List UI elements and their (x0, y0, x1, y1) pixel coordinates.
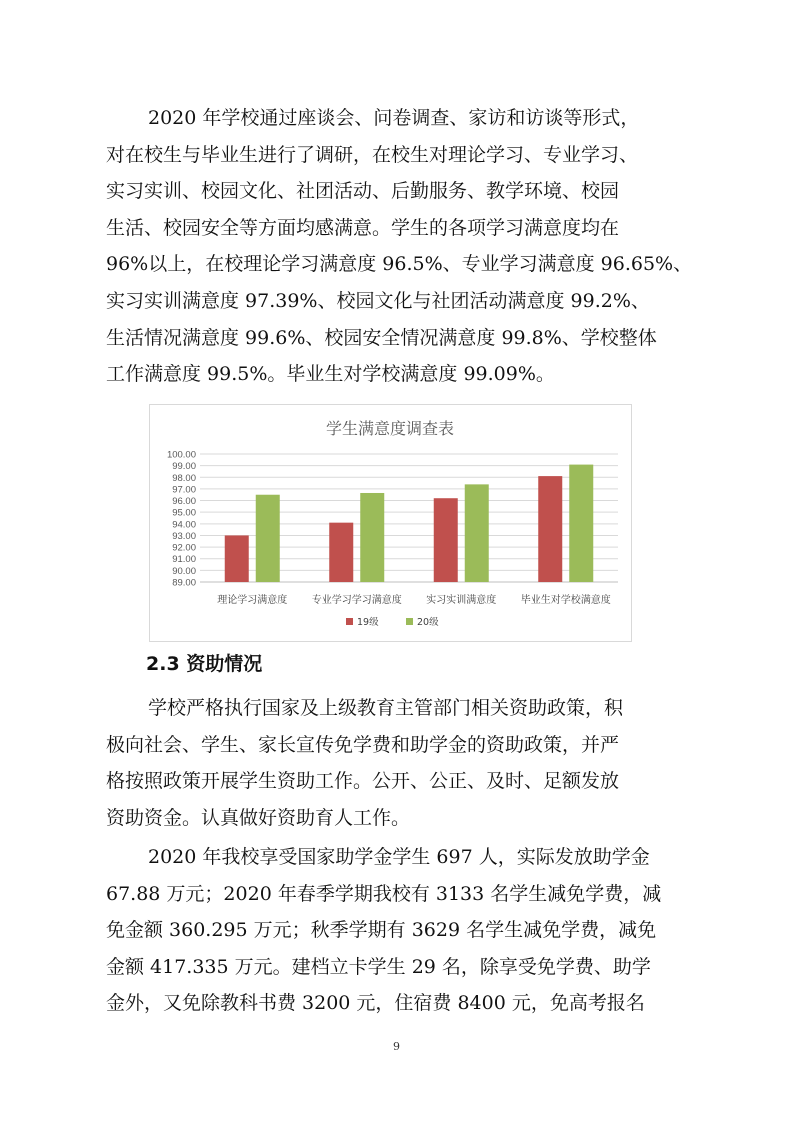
y-tick-label: 89.00 (172, 577, 196, 589)
chart-svg (150, 405, 631, 641)
y-tick-label: 98.00 (172, 472, 196, 484)
legend-swatch (346, 618, 353, 625)
bar-20-1 (360, 493, 384, 582)
x-category-label: 毕业生对学校满意度 (520, 595, 611, 606)
text-line: 资助资金。认真做好资助育人工作。 (106, 806, 411, 829)
text-line: 生活、校园安全等方面均感满意。学生的各项学习满意度均在 (106, 216, 620, 239)
paragraph-policy (106, 690, 691, 836)
text-line: 生活情况满意度 99.6%、校园安全情况满意度 99.8%、学校整体 (106, 326, 657, 349)
satisfaction-chart (149, 404, 632, 642)
paragraph-aid-figures (106, 839, 691, 1022)
text-line: 学校严格执行国家及上级教育主管部门相关资助政策，积 (148, 697, 624, 719)
text-line: 工作满意度 99.5%。毕业生对学校满意度 99.09%。 (106, 363, 555, 386)
bar-20-0 (256, 495, 280, 582)
y-tick-label: 96.00 (172, 496, 196, 508)
page-number: 9 (393, 1040, 400, 1053)
paragraph-survey (106, 100, 691, 393)
text-line: 2020 年我校享受国家助学金学生 697 人，实际发放助学金 (148, 846, 650, 868)
text-line: 实习实训、校园文化、社团活动、后勤服务、教学环境、校园 (106, 180, 620, 203)
x-category-label: 实习实训满意度 (426, 595, 497, 606)
section-heading: 2.3 资助情况 (146, 653, 263, 675)
text-line: 金额 417.335 万元。建档立卡学生 29 名，除享受免学费、助学 (106, 955, 651, 978)
y-tick-label: 92.00 (172, 542, 196, 554)
x-category-label: 理论学习满意度 (217, 595, 288, 606)
bar-20-2 (465, 484, 489, 582)
y-tick-label: 90.00 (172, 565, 196, 577)
y-tick-label: 97.00 (172, 484, 196, 496)
y-tick-label: 91.00 (172, 554, 196, 566)
text-line: 67.88 万元；2020 年春季学期我校有 3133 名学生减免学费，减 (106, 882, 662, 905)
y-tick-label: 94.00 (172, 519, 196, 531)
bar-19-0 (225, 535, 249, 582)
text-line: 2020 年学校通过座谈会、问卷调查、家访和访谈等形式， (148, 107, 640, 129)
bar-19-3 (538, 476, 562, 582)
text-line: 金外，又免除教科书费 3200 元，住宿费 8400 元，免高考报名 (106, 992, 645, 1015)
bar-19-2 (434, 498, 458, 582)
text-line: 对在校生与毕业生进行了调研，在校生对理论学习、专业学习、 (106, 143, 639, 166)
legend-label: 20级 (417, 617, 439, 628)
text-line: 实习实训满意度 97.39%、校园文化与社团活动满意度 99.2%、 (106, 289, 650, 312)
text-line: 极向社会、学生、家长宣传免学费和助学金的资助政策，并严 (106, 733, 620, 756)
text-line: 96%以上，在校理论学习满意度 96.5%、专业学习满意度 96.65%、 (106, 253, 693, 276)
bar-19-1 (329, 523, 353, 582)
y-tick-label: 95.00 (172, 507, 196, 519)
bar-20-3 (569, 465, 593, 582)
text-line: 格按照政策开展学生资助工作。公开、公正、及时、足额发放 (106, 770, 620, 793)
chart-title: 学生满意度调查表 (325, 421, 455, 438)
legend-label: 19级 (357, 617, 379, 628)
x-category-label: 专业学习学习满意度 (311, 595, 402, 606)
y-tick-label: 93.00 (172, 530, 196, 542)
text-line: 免金额 360.295 万元；秋季学期有 3629 名学生减免学费，减免 (106, 919, 657, 942)
y-tick-label: 99.00 (172, 461, 196, 473)
y-tick-label: 100.00 (166, 449, 196, 461)
legend-swatch (406, 618, 413, 625)
